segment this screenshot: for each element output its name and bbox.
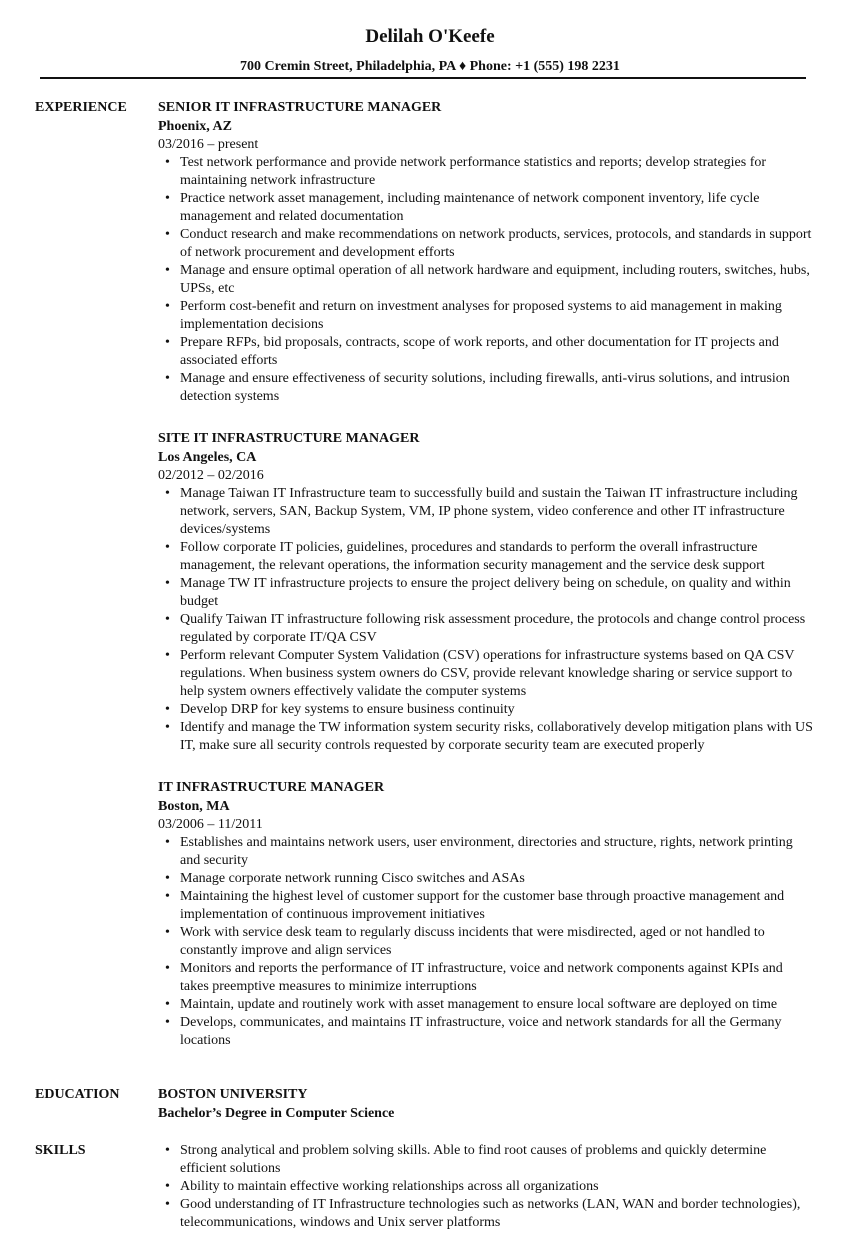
job-title: SITE IT INFRASTRUCTURE MANAGER (158, 431, 420, 446)
list-item: • Monitors and reports the performance of IT infrastructure, voice and network components against KPIs and takes preemptive measures to minimize interruptions (180, 960, 813, 996)
job-entry (158, 430, 813, 755)
job-bullets (158, 834, 813, 1050)
section-label: EDUCATION (35, 1087, 120, 1102)
list-item: • Test network performance and provide network performance statistics and reports; develop strategies for maintaining network infrastructure (180, 154, 813, 190)
job-list (158, 99, 813, 1074)
list-item: • Follow corporate IT policies, guidelines, procedures and standards to perform the overall infrastructure management, the relevant operations, the information security management and the service desk support (180, 539, 813, 575)
skill-item: • Good understanding of IT Infrastructure technologies such as networks (LAN, WAN and border technologies), telecommunications, windows and Unix server platforms (180, 1196, 813, 1232)
job-location: Boston, MA (158, 799, 230, 814)
section-label: SKILLS (35, 1143, 86, 1158)
list-item: • Maintain, update and routinely work with asset management to ensure local software are deployed on time (180, 996, 813, 1014)
job-location: Phoenix, AZ (158, 119, 232, 134)
job-dates: 03/2016 – present (158, 137, 259, 152)
section-label: EXPERIENCE (35, 100, 127, 115)
job-dates: 02/2012 – 02/2016 (158, 468, 264, 483)
job-bullets (158, 485, 813, 755)
candidate-name: Delilah O'Keefe (365, 26, 495, 47)
list-item: • Prepare RFPs, bid proposals, contracts, scope of work reports, and other documentation for IT projects and associated efforts (180, 334, 813, 370)
list-item: • Establishes and maintains network users, user environment, directories and structure, rights, network printing and security (180, 834, 813, 870)
job-bullets (158, 154, 813, 406)
list-item: • Manage corporate network running Cisco switches and ASAs (180, 870, 813, 888)
list-item: • Develop DRP for key systems to ensure business continuity (180, 701, 813, 719)
list-item: • Manage and ensure effectiveness of security solutions, including firewalls, anti-virus solutions, and intrusion detection systems (180, 370, 813, 406)
list-item: • Qualify Taiwan IT infrastructure following risk assessment procedure, the protocols and change control process regulated by corporate IT/QA CSV (180, 611, 813, 647)
school-name: BOSTON UNIVERSITY (158, 1087, 308, 1102)
job-entry (158, 99, 813, 406)
job-entry (158, 779, 813, 1050)
job-location: Los Angeles, CA (158, 450, 257, 465)
list-item: • Perform relevant Computer System Validation (CSV) operations for infrastructure systems based on QA CSV regulations. When business system owners do CSV, provide relevant knowledge sharing or service support to help system owners effectively validate the computer systems (180, 647, 813, 701)
skill-item: • Ability to maintain effective working relationships across all organizations (180, 1178, 813, 1196)
list-item: • Manage TW IT infrastructure projects to ensure the project delivery being on schedule, on quality and within budget (180, 575, 813, 611)
list-item: • Practice network asset management, including maintenance of network component inventory, life cycle management and related documentation (180, 190, 813, 226)
header-divider (40, 77, 806, 79)
list-item: • Develops, communicates, and maintains IT infrastructure, voice and network standards for all the Germany locations (180, 1014, 813, 1050)
list-item: • Identify and manage the TW information system security risks, collaboratively develop mitigation plans with US IT, make sure all security controls requested by corporate security team are executed properly (180, 719, 813, 755)
list-item: • Manage and ensure optimal operation of all network hardware and equipment, including routers, switches, hubs, UPSs, etc (180, 262, 813, 298)
contact-info: 700 Cremin Street, Philadelphia, PA ♦ Phone: +1 (555) 198 2231 (240, 59, 620, 74)
list-item: • Maintaining the highest level of customer support for the customer base through proactive management and implementation of continuous improvement initiatives (180, 888, 813, 924)
job-title: IT INFRASTRUCTURE MANAGER (158, 780, 385, 795)
list-item: • Work with service desk team to regularly discuss incidents that were misdirected, aged or not handled to constantly improve and align services (180, 924, 813, 960)
list-item: • Manage Taiwan IT Infrastructure team to successfully build and sustain the Taiwan IT infrastructure including network, servers, SAN, Backup System, VM, IP phone system, video conference and other IT infrastructure devices/systems (180, 485, 813, 539)
skill-item: • Strong analytical and problem solving skills. Able to find root causes of problems and quickly determine efficient solutions (180, 1142, 813, 1178)
list-item: • Perform cost-benefit and return on investment analyses for proposed systems to aid management in making implementation decisions (180, 298, 813, 334)
degree: Bachelor’s Degree in Computer Science (158, 1106, 395, 1121)
list-item: • Conduct research and make recommendations on network products, services, protocols, and standards in support of network procurement and development efforts (180, 226, 813, 262)
job-dates: 03/2006 – 11/2011 (158, 817, 263, 832)
skills-list (158, 1142, 813, 1232)
job-title: SENIOR IT INFRASTRUCTURE MANAGER (158, 100, 442, 115)
